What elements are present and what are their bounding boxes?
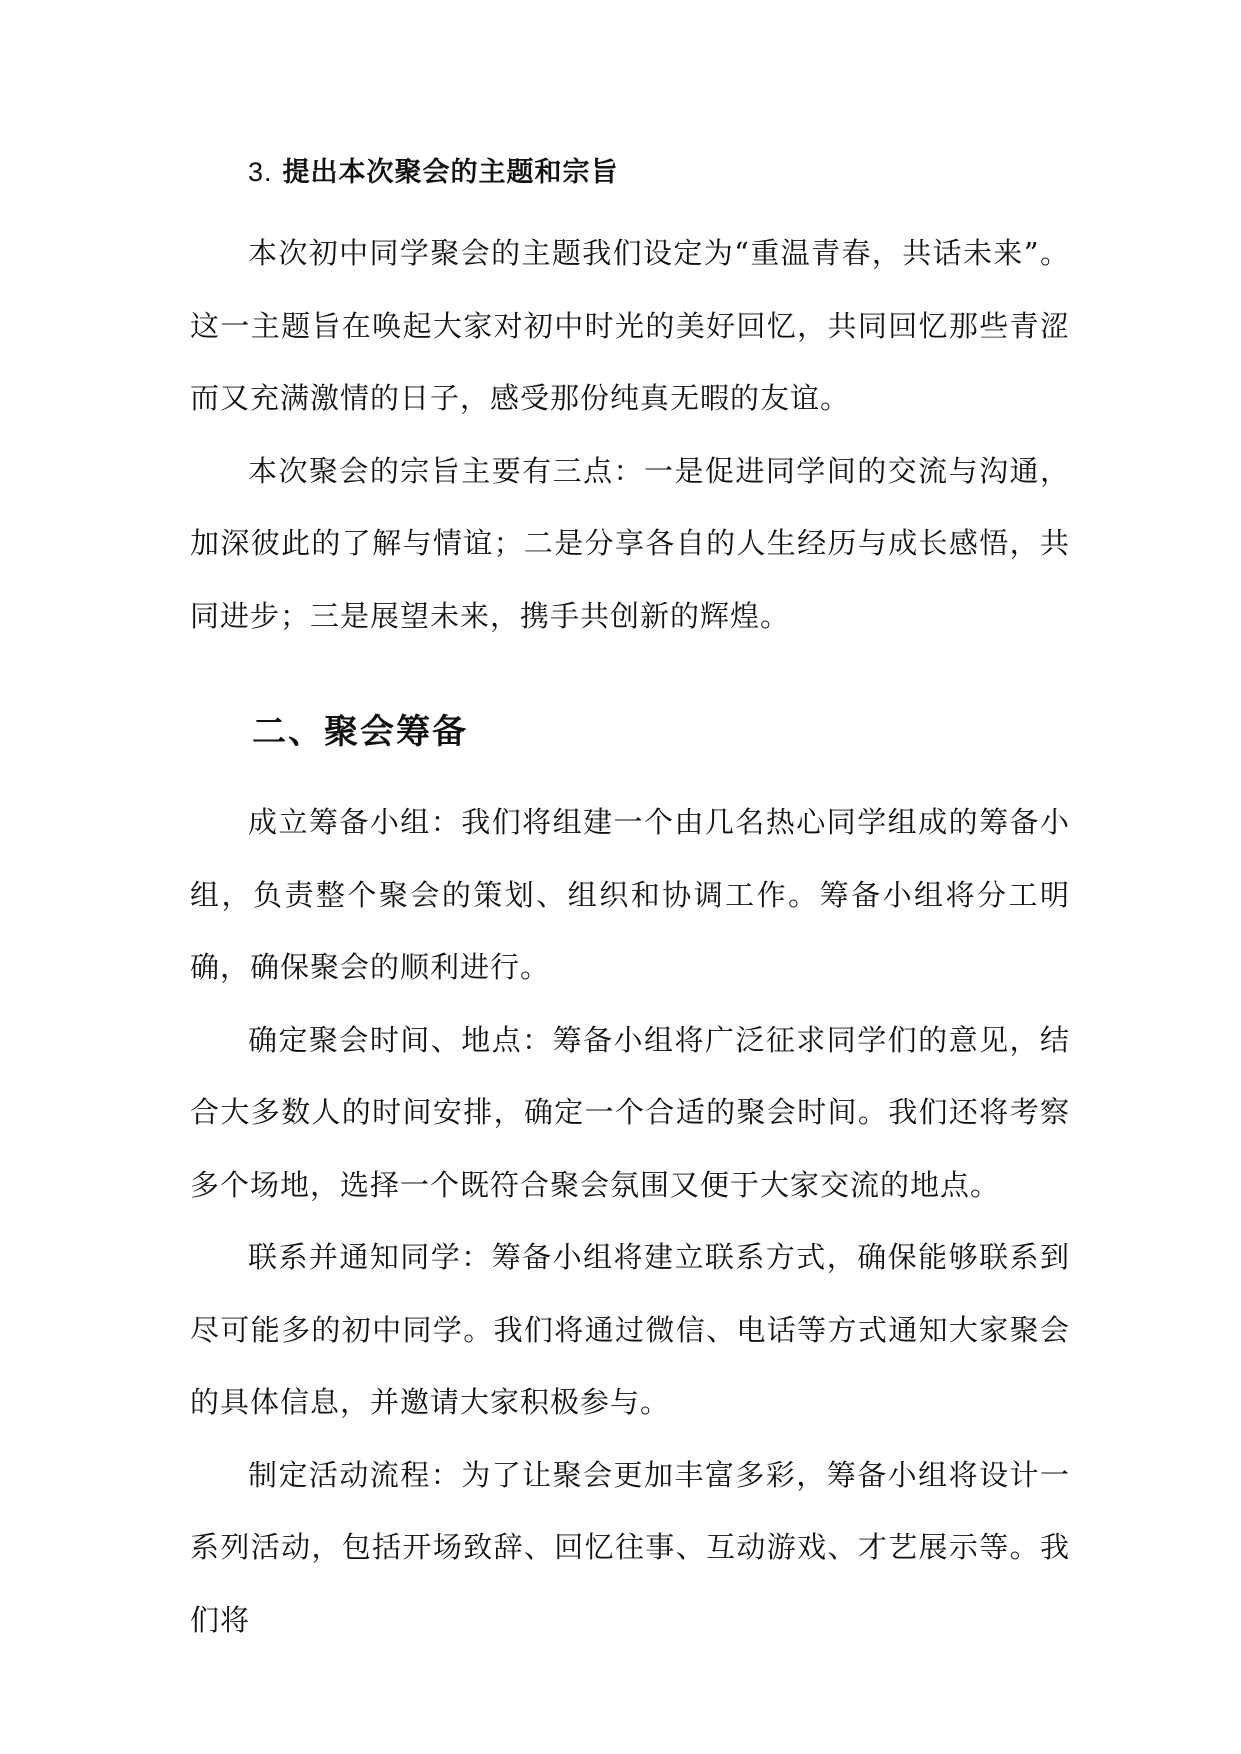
- subsection-title: 提出本次聚会的主题和宗旨: [282, 157, 619, 188]
- paragraph-purpose: 本次聚会的宗旨主要有三点：一是促进同学间的交流与沟通，加深彼此的了解与情谊；二是分享各自的人生经历与成长感悟，共同进步；三是展望未来，携手共创新的辉煌。: [190, 453, 1070, 633]
- paragraph-contact: 联系并通知同学：筹备小组将建立联系方式，确保能够联系到尽可能多的初中同学。我们将通过微信、电话等方式通知大家聚会的具体信息，并邀请大家积极参与。: [190, 1240, 1070, 1419]
- subsection-number: 3.: [248, 157, 273, 187]
- paragraph-activities: 制定活动流程：为了让聚会更加丰富多彩，筹备小组将设计一系列活动，包括开场致辞、回忆往事、互动游戏、才艺展示等。我们将: [190, 1457, 1070, 1637]
- paragraph-theme: 本次初中同学聚会的主题我们设定为“重温青春，共话未来”。这一主题旨在唤起大家对初中时光的美好回忆，共同回忆那些青涩而又充满激情的日子，感受那份纯真无暇的友谊。: [190, 236, 1070, 415]
- section-heading: 二、聚会筹备: [252, 712, 468, 752]
- paragraph-time-venue: 确定聚会时间、地点：筹备小组将广泛征求同学们的意见，结合大多数人的时间安排，确定一个合适的聚会时间。我们还将考察多个场地，选择一个既符合聚会氛围又便于大家交流的地点。: [190, 1022, 1070, 1202]
- paragraph-committee: 成立筹备小组：我们将组建一个由几名热心同学组成的筹备小组，负责整个聚会的策划、组织和协调工作。筹备小组将分工明确，确保聚会的顺利进行。: [190, 805, 1070, 984]
- document-body: [190, 150, 1070, 1656]
- subsection-heading: [248, 150, 1070, 195]
